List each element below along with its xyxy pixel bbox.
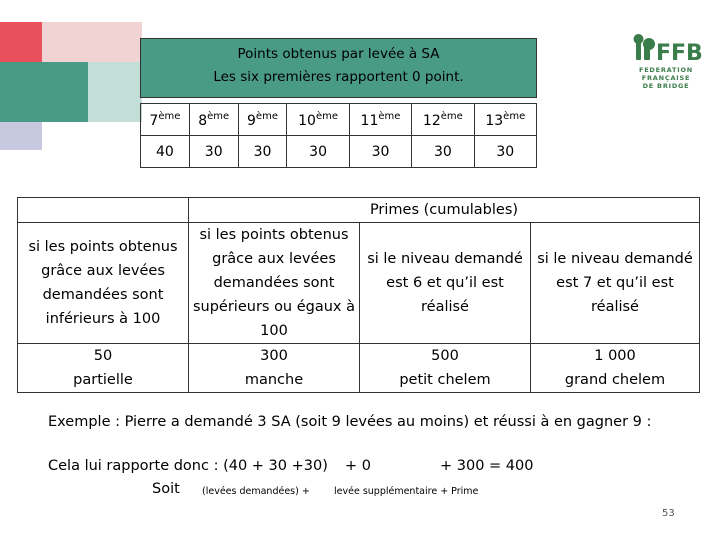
condition-line: demandées sont	[213, 275, 335, 291]
levee-value: 30	[189, 136, 238, 168]
decor-pink-square	[42, 22, 142, 62]
logo-line-3: FRANÇAISE	[641, 74, 691, 82]
levee-header: 7ème	[141, 104, 190, 136]
prime-points: 1 000	[594, 348, 636, 364]
condition-line: inférieurs à 100	[45, 311, 161, 327]
levee-value: 30	[349, 136, 411, 168]
decor-lavender-square	[0, 122, 42, 150]
prime-value	[360, 344, 531, 393]
prime-value	[18, 344, 189, 393]
primes-title: Primes (cumulables)	[189, 198, 700, 223]
decor-green-square	[0, 62, 88, 122]
decor-red-square	[0, 22, 42, 62]
note-levees-demandees: (levées demandées) +	[202, 486, 310, 497]
condition-line: grâce aux levées	[212, 251, 336, 267]
primes-condition-1	[18, 223, 189, 344]
decor-teal-square	[88, 62, 142, 122]
title-line-1: Points obtenus par levée à SA	[237, 46, 440, 62]
levee-header: 8ème	[189, 104, 238, 136]
primes-values-row	[18, 344, 700, 393]
condition-line: si les points obtenus	[28, 239, 178, 255]
levee-value: 30	[238, 136, 287, 168]
title-box	[140, 38, 537, 98]
primes-condition-3	[360, 223, 531, 344]
levee-header: 11ème	[349, 104, 411, 136]
primes-empty-cell	[18, 198, 189, 223]
levee-value: 30	[287, 136, 349, 168]
primes-table	[17, 197, 700, 393]
levee-header: 10ème	[287, 104, 349, 136]
condition-line: 100	[260, 323, 288, 339]
primes-title-row	[18, 198, 700, 223]
page-number: 53	[662, 508, 675, 519]
prime-points: 50	[93, 348, 113, 364]
levees-values-row	[141, 136, 537, 168]
condition-line: réalisé	[421, 299, 469, 315]
logo-ffb: FFB	[656, 41, 703, 66]
levee-value: 30	[412, 136, 474, 168]
levee-header: 12ème	[412, 104, 474, 136]
primes-condition-2	[189, 223, 360, 344]
logo-line-4: DE BRIDGE	[642, 82, 690, 90]
levees-table	[140, 103, 537, 168]
prime-value	[531, 344, 700, 393]
soit-label: Soit	[152, 481, 180, 497]
prime-label: manche	[244, 372, 304, 388]
condition-line: si le niveau demandé	[367, 251, 523, 267]
prime-points: 500	[431, 348, 459, 364]
condition-line: est 7 et qu’il est	[556, 275, 674, 291]
primes-condition-4	[531, 223, 700, 344]
note-levee-supplementaire: levée supplémentaire + Prime	[334, 486, 479, 497]
prime-points: 300	[260, 348, 288, 364]
condition-line: si le niveau demandé	[537, 251, 693, 267]
condition-line: si les points obtenus	[199, 227, 349, 243]
levee-header: 9ème	[238, 104, 287, 136]
condition-line: grâce aux levées	[41, 263, 165, 279]
condition-line: supérieurs ou égaux à	[192, 299, 356, 315]
levee-value: 30	[474, 136, 536, 168]
prime-value	[189, 344, 360, 393]
logo-text	[628, 66, 704, 90]
calc-part-3: + 300 = 400	[440, 458, 534, 474]
prime-label: grand chelem	[564, 372, 666, 388]
logo-line-2: FEDERATION	[638, 66, 694, 74]
calc-part-1: Cela lui rapporte donc : (40 + 30 +30)	[48, 458, 328, 474]
title-line-2: Les six premières rapportent 0 point.	[213, 69, 464, 85]
levee-header: 13ème	[474, 104, 536, 136]
primes-conditions-row	[18, 223, 700, 344]
prime-label: petit chelem	[399, 372, 491, 388]
condition-line: réalisé	[591, 299, 639, 315]
condition-line: demandées sont	[42, 287, 164, 303]
prime-label: partielle	[73, 372, 133, 388]
calc-part-2: + 0	[345, 458, 371, 474]
example-sentence: Exemple : Pierre a demandé 3 SA (soit 9 levées au moins) et réussi à en gagner 9 :	[48, 414, 652, 430]
levees-header-row	[141, 104, 537, 136]
condition-line: est 6 et qu’il est	[386, 275, 504, 291]
levee-value: 40	[141, 136, 190, 168]
